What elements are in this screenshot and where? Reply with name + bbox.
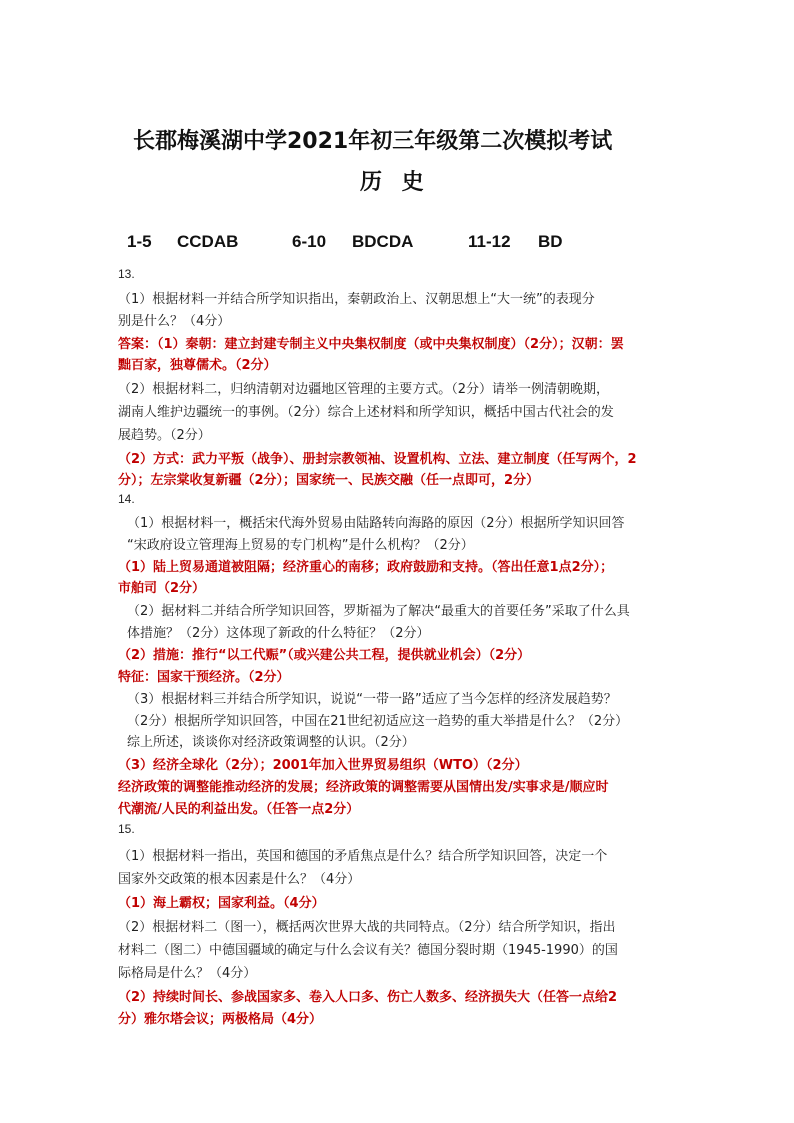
choice-answer: BD (538, 232, 563, 251)
question-line: 国家外交政策的根本因素是什么？（4分） (118, 872, 361, 887)
exam-title: 长郡梅溪湖中学2021年初三年级第二次模拟考试 (133, 129, 613, 154)
question-number: 13. (118, 267, 135, 281)
question-line: 湖南人维护边疆统一的事例。（2分）综合上述材料和所学知识，概括中国古代社会的发 (118, 405, 614, 420)
question-line: 材料二（图二）中德国疆域的确定与什么会议有关？德国分裂时期（1945-1990）的国 (118, 943, 618, 958)
question-line: （2分）根据所学知识回答，中国在21世纪初适应这一趋势的重大举措是什么？（2分） (127, 714, 629, 729)
question-line: （2）根据材料二（图一），概括两次世界大战的共同特点。（2分）结合所学知识，指出 (118, 920, 616, 935)
question-number: 14. (118, 492, 135, 506)
answer-line: （1）海上霸权；国家利益。（4分） (118, 896, 325, 911)
answer-line: 特征：国家干预经济。（2分） (118, 670, 290, 685)
answer-line: 黜百家，独尊儒术。（2分） (118, 358, 277, 373)
question-number: 15. (118, 822, 135, 836)
choice-answer: BDCDA (352, 232, 414, 251)
choice-range: 11-12 (468, 232, 511, 251)
question-line: 展趋势。（2分） (118, 428, 211, 443)
question-line: 体措施？（2分）这体现了新政的什么特征？（2分） (127, 626, 430, 641)
answer-line: 经济政策的调整能推动经济的发展；经济政策的调整需要从国情出发/实事求是/顺应时 (118, 780, 609, 795)
question-line: （1）根据材料一指出，英国和德国的矛盾焦点是什么？结合所学知识回答，决定一个 (118, 849, 608, 864)
question-line: （2）据材料二并结合所学知识回答，罗斯福为了解决“最重大的首要任务”采取了什么具 (127, 604, 630, 619)
question-line: 综上所述，谈谈你对经济政策调整的认识。（2分） (127, 735, 415, 750)
choice-range: 1-5 (127, 232, 152, 251)
answer-line: 分）雅尔塔会议；两极格局（4分） (118, 1012, 323, 1027)
question-line: “宋政府设立管理海上贸易的专门机构”是什么机构？（2分） (127, 538, 474, 553)
answer-line: 市舶司（2分） (118, 581, 206, 596)
answer-line: （2）持续时间长、参战国家多、卷入人口多、伤亡人数多、经济损失大（任答一点给2 (118, 990, 618, 1005)
answer-line: 代潮流/人民的利益出发。（任答一点2分） (118, 802, 360, 817)
answer-line: （1）陆上贸易通道被阻隔；经济重心的南移；政府鼓励和支持。（答出任意1点2分）； (118, 560, 614, 575)
answer-line: 答案：（1）秦朝：建立封建专制主义中央集权制度（或中央集权制度）（2分）；汉朝：罢 (118, 337, 624, 352)
question-line: 际格局是什么？（4分） (118, 966, 257, 981)
answer-line: （2）措施：推行“以工代赈”（或兴建公共工程，提供就业机会）（2分） (118, 648, 531, 663)
subject-title: 历 史 (360, 170, 430, 195)
answer-line: （3）经济全球化（2分）；2001年加入世界贸易组织（WTO）（2分） (118, 758, 528, 773)
question-line: （3）根据材料三并结合所学知识，说说“一带一路”适应了当今怎样的经济发展趋势？ (127, 692, 617, 707)
choice-answer: CCDAB (177, 232, 239, 251)
question-line: （1）根据材料一，概括宋代海外贸易由陆路转向海路的原因（2分）根据所学知识回答 (127, 516, 625, 531)
choice-range: 6-10 (292, 232, 327, 251)
answer-line: 分）；左宗棠收复新疆（2分）；国家统一、民族交融（任一点即可，2分） (118, 473, 540, 488)
question-line: 别是什么？（4分） (118, 314, 231, 329)
question-line: （2）根据材料二，归纳清朝对边疆地区管理的主要方式。（2分）请举一例清朝晚期， (118, 382, 610, 397)
answer-line: （2）方式：武力平叛（战争）、册封宗教领袖、设置机构、立法、建立制度（任写两个，2 (118, 452, 637, 467)
question-line: （1）根据材料一并结合所学知识指出，秦朝政治上、汉朝思想上“大一统”的表现分 (118, 292, 595, 307)
